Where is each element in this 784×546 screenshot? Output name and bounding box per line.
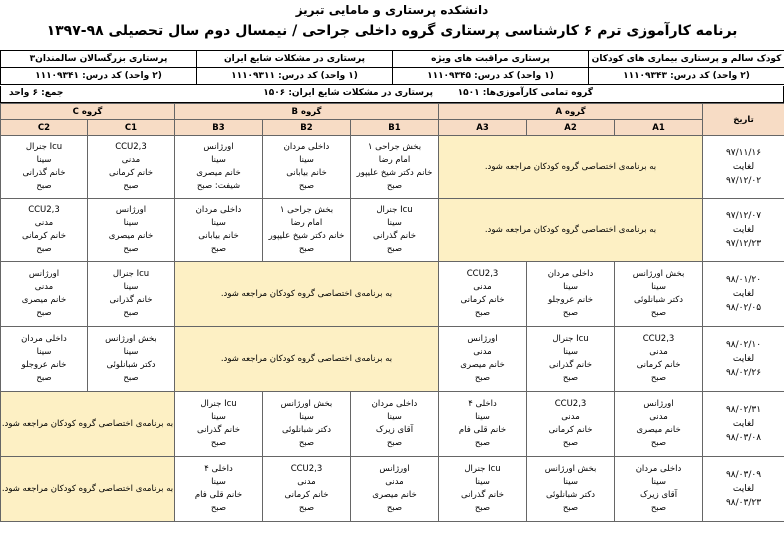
note-cell: به برنامه‌ی اختصاصی گروه کودکان مراجعه شود.	[175, 327, 439, 392]
note-cell: به برنامه‌ی اختصاصی گروه کودکان مراجعه شود.	[439, 199, 703, 262]
table-row	[1, 199, 784, 262]
course-credit: (۱ واحد) کد درس: ۱۱۱۰۹۳۴۵	[393, 68, 589, 85]
schedule-cell: CCU2,3 مدنی خانم کرمانی صبح	[1, 199, 88, 262]
group-a-header: گروه A	[439, 104, 703, 120]
schedule-cell: Icu جنرال سینا خانم گذرانی صبح	[175, 392, 263, 457]
col-header: B2	[263, 120, 351, 136]
schedule-cell: اورژانس سینا خانم میصری شیفت: صبح	[175, 136, 263, 199]
date-cell: ۹۸/۰۲/۳۱ لغایت ۹۸/۰۳/۰۸	[703, 392, 784, 457]
course-code-info: پرستاری در مشکلات شایع ایران: ۱۵۰۶	[263, 88, 433, 98]
table-row	[1, 457, 784, 522]
course-credit: (۲ واحد) کد درس: ۱۱۱۰۹۳۴۱	[1, 68, 197, 85]
course-name: پرستاری در مشکلات شایع ایران	[197, 51, 393, 68]
schedule-cell: Icu جنرال سینا خانم گذرانی صبح	[1, 136, 88, 199]
schedule-cell: داخلی مردان سینا آقای زیرک صبح	[615, 457, 703, 522]
date-cell: ۹۷/۱۱/۱۶ لغایت ۹۷/۱۲/۰۲	[703, 136, 784, 199]
schedule-cell: داخلی مردان سینا خانم عروجلو صبح	[527, 262, 615, 327]
col-header: A1	[615, 120, 703, 136]
schedule-cell: داخلی مردان سینا خانم عروجلو صبح	[1, 327, 88, 392]
schedule-cell: اورژانس مدنی خانم میصری صبح	[351, 457, 439, 522]
note-cell: به برنامه‌ی اختصاصی گروه کودکان مراجعه شود.	[175, 262, 439, 327]
col-header: B1	[351, 120, 439, 136]
group-c-header: گروه C	[1, 104, 175, 120]
schedule-cell: داخلی مردان سینا آقای زیرک صبح	[351, 392, 439, 457]
total-units: جمع: ۶ واحد	[9, 88, 64, 98]
schedule-cell: بخش اورژانس سینا دکتر شبانلوئی صبح	[263, 392, 351, 457]
schedule-cell: داخلی ۴ سینا خانم قلی فام صبح	[175, 457, 263, 522]
col-header: B3	[175, 120, 263, 136]
schedule-cell: CCU2,3 مدنی خانم کرمانی صبح	[263, 457, 351, 522]
col-header: A3	[439, 120, 527, 136]
date-cell: ۹۸/۰۲/۱۰ لغایت ۹۸/۰۲/۲۶	[703, 327, 784, 392]
course-name: پرستاری بزرگسالان سالمندان۳	[1, 51, 197, 68]
schedule-cell: بخش جراحی ۱ امام رضا خانم دکتر شیخ علیپور صبح	[351, 136, 439, 199]
col-header: C1	[88, 120, 175, 136]
group-b-header: گروه B	[175, 104, 439, 120]
university-title: دانشکده پرستاری و مامایی تبریز	[295, 3, 489, 17]
table-row	[1, 392, 784, 457]
course-name: کودک سالم و پرستاری بیماری های کودکان	[589, 51, 784, 68]
program-title: برنامه کارآموزی ترم ۶ کارشناسی پرستاری گروه داخلی جراحی / نیمسال دوم سال تحصیلی ۹۸-۱۳۹۷	[46, 23, 738, 39]
schedule-cell: Icu جنرال سینا خانم گذرانی صبح	[527, 327, 615, 392]
table-row	[1, 262, 784, 327]
col-header: C2	[1, 120, 88, 136]
schedule-cell: CCU2,3 مدنی خانم کرمانی صبح	[88, 136, 175, 199]
table-row	[1, 136, 784, 199]
schedule-cell: Icu جنرال سینا خانم گذرانی صبح	[88, 262, 175, 327]
schedule-cell: اورژانس مدنی خانم میصری صبح	[439, 327, 527, 392]
date-cell: ۹۸/۰۳/۰۹ لغایت ۹۸/۰۳/۲۳	[703, 457, 784, 522]
schedule-cell: Icu جنرال سینا خانم گذرانی صبح	[439, 457, 527, 522]
schedule-cell: داخلی ۴ سینا خانم قلی فام صبح	[439, 392, 527, 457]
date-header: تاریخ	[703, 104, 784, 136]
date-cell: ۹۷/۱۲/۰۷ لغایت ۹۷/۱۲/۲۳	[703, 199, 784, 262]
col-header: A2	[527, 120, 615, 136]
date-cell: ۹۸/۰۱/۲۰ لغایت ۹۸/۰۲/۰۵	[703, 262, 784, 327]
schedule-cell: داخلی مردان سینا خانم بیابانی صبح	[175, 199, 263, 262]
schedule-cell: اورژانس مدنی خانم میصری صبح	[615, 392, 703, 457]
note-cell: به برنامه‌ی اختصاصی گروه کودکان مراجعه شود.	[1, 392, 175, 457]
schedule-cell: داخلی مردان سینا خانم بیابانی صبح	[263, 136, 351, 199]
group-all-code: گروه تمامی کارآموزی‌ها: ۱۵۰۱	[457, 88, 593, 98]
course-header-table	[0, 50, 784, 85]
schedule-cell: اورژانس سینا خانم میصری صبح	[88, 199, 175, 262]
course-credit: (۱ واحد) کد درس: ۱۱۱۰۹۳۱۱	[197, 68, 393, 85]
schedule-cell: Icu جنرال سینا خانم گذرانی صبح	[351, 199, 439, 262]
note-cell: به برنامه‌ی اختصاصی گروه کودکان مراجعه شود.	[1, 457, 175, 522]
schedule-table	[0, 103, 784, 522]
schedule-cell: بخش اورژانس سینا دکتر شبانلوئی صبح	[88, 327, 175, 392]
course-credit: (۲ واحد) کد درس: ۱۱۱۰۹۳۴۳	[589, 68, 784, 85]
schedule-cell: CCU2,3 مدنی خانم کرمانی صبح	[615, 327, 703, 392]
schedule-cell: بخش جراحی ۱ امام رضا خانم دکتر شیخ علیپور صبح	[263, 199, 351, 262]
course-name: پرستاری مراقبت های ویژه	[393, 51, 589, 68]
schedule-cell: بخش اورژانس سینا دکتر شبانلوئی صبح	[615, 262, 703, 327]
schedule-cell: اورژانس مدنی خانم میصری صبح	[1, 262, 88, 327]
note-cell: به برنامه‌ی اختصاصی گروه کودکان مراجعه شود.	[439, 136, 703, 199]
info-bar	[0, 86, 784, 103]
table-row	[1, 327, 784, 392]
schedule-cell: CCU2,3 مدنی خانم کرمانی صبح	[439, 262, 527, 327]
schedule-cell: CCU2,3 مدنی خانم کرمانی صبح	[527, 392, 615, 457]
schedule-cell: بخش اورژانس سینا دکتر شبانلوئی صبح	[527, 457, 615, 522]
